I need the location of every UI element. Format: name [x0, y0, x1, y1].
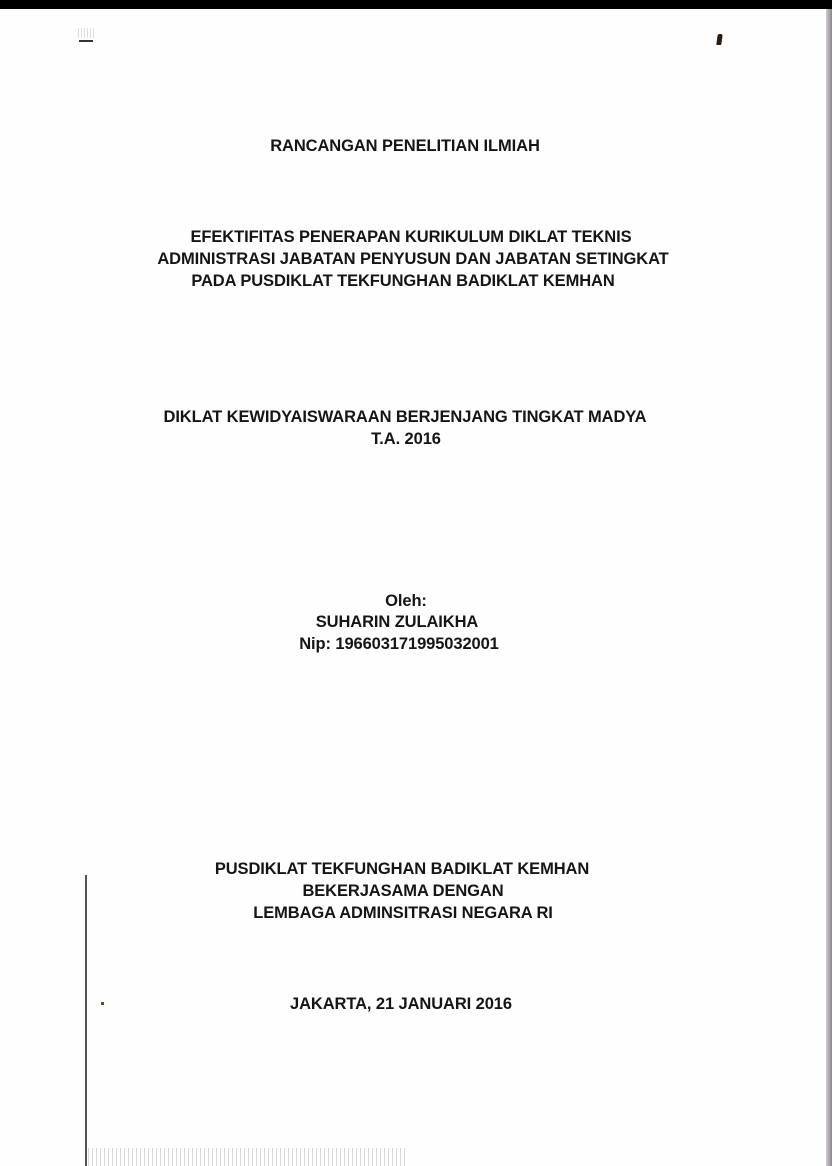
institution-line-2: BEKERJASAMA DENGAN: [302, 882, 504, 900]
title-line-1: EFEKTIFITAS PENERAPAN KURIKULUM DIKLAT TEKNIS: [190, 228, 632, 246]
institution-line-1: PUSDIKLAT TEKFUNGHAN BADIKLAT KEMHAN: [214, 860, 590, 878]
program-line-2: T.A. 2016: [371, 430, 441, 448]
scan-mark-top-left: [79, 40, 93, 42]
title-line-3: PADA PUSDIKLAT TEKFUNGHAN BADIKLAT KEMHAN: [191, 272, 615, 290]
author-name: SUHARIN ZULAIKHA: [315, 613, 479, 631]
author-nip: Nip: 196603171995032001: [299, 635, 499, 653]
author-label: Oleh:: [385, 592, 427, 610]
scan-artifact-top-left: [78, 28, 94, 38]
program-line-1: DIKLAT KEWIDYAISWARAAN BERJENJANG TINGKAT MADYA: [163, 408, 647, 426]
title-line-2: ADMINISTRASI JABATAN PENYUSUN DAN JABATAN SETINGKAT: [157, 250, 669, 268]
scanned-page: [0, 9, 826, 1166]
scan-artifact-bottom: [88, 1148, 408, 1166]
document-heading: RANCANGAN PENELITIAN ILMIAH: [270, 137, 540, 155]
institution-line-3: LEMBAGA ADMINSITRASI NEGARA RI: [253, 904, 553, 922]
place-date: JAKARTA, 21 JANUARI 2016: [290, 995, 512, 1013]
page-right-edge: [826, 9, 832, 1166]
